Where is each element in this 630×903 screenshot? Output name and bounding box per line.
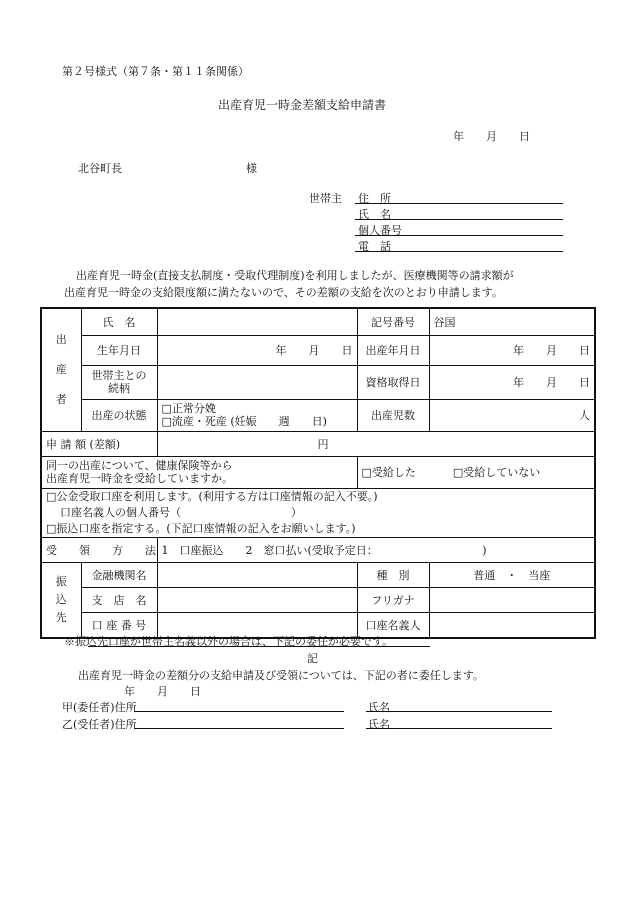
relation-field[interactable] [157,365,357,399]
personal-number-underline [355,235,563,236]
public-account-option[interactable]: □公金受取口座を利用します。(利用する方は口座情報の記入不要。) [46,489,378,503]
status-option-normal[interactable]: □正常分娩 [161,402,216,415]
phone-underline [355,251,563,252]
ki-mark: 記 [307,652,318,665]
personal-number-label: 個人番号 [358,224,402,237]
birthdate-label: 生年月日 [81,335,157,365]
delegator-name-label: 氏名 [368,701,390,714]
delegator-name-underline [366,711,552,712]
birth-status-label: 出産の状態 [81,399,157,431]
furigana-field[interactable] [429,587,595,612]
birth-date-label: 出産年月日 [357,335,429,365]
type-label: 種 別 [357,562,429,587]
birth-person-label: 出 産 者 [41,308,81,431]
branch-label: 支 店 名 [81,587,157,612]
receipt-method-field[interactable]: 1 口座振込 2 窓口払い(受取予定日： ) [157,537,595,562]
account-holder-number[interactable]: 口座名義人の個人番号（ ） [60,505,302,519]
birth-status-options[interactable] [157,399,357,431]
birth-date-field[interactable]: 年 月 日 [429,335,595,365]
amount-field[interactable] [157,431,595,456]
birthdate-field[interactable]: 年 月 日 [157,335,357,365]
account-holder-field[interactable] [429,612,595,638]
note-underline [88,646,430,647]
name-underline [355,219,563,220]
application-table [40,307,596,639]
transfer-account-option[interactable]: □振込口座を指定する。(下記口座情報の記入をお願いします。) [46,521,356,535]
amount-unit: 円 [317,437,329,451]
delegation-date: 年 月 日 [124,685,201,698]
qualification-date-label: 資格取得日 [357,365,429,399]
account-choice [41,488,595,537]
child-count-field[interactable]: 人 [429,399,595,431]
furigana-label: フリガナ [357,587,429,612]
form-number: 第２号様式（第７条・第１１条関係） [62,65,249,78]
date-line: 年 月 日 [453,130,530,143]
page-title: 出産育児一時金差額支給申請書 [218,98,387,112]
delegator-address-label: 甲(委任者)住所 [62,701,137,714]
applicant-group-label: 世帯主 [309,192,342,205]
account-number-label: 口 座 番 号 [81,612,157,638]
bank-field[interactable] [157,562,357,587]
bank-label: 金融機関名 [81,562,157,587]
child-count-label: 出産児数 [357,399,429,431]
received-option[interactable]: □受給した [361,466,416,479]
status-option-miscarriage[interactable]: □流産・死産 (妊娠 週 日) [161,415,327,428]
insurance-answer[interactable] [357,456,595,488]
intro-line-2: 出産育児一時金の支給限度額に満たないので、その差額の支給を次のとおり申請します。 [64,286,503,299]
symbol-number-label: 記号番号 [357,308,429,335]
addressee: 北谷町長 [78,162,122,175]
delegatee-address-underline [134,728,344,729]
not-received-option[interactable]: □受給していない [452,466,541,479]
symbol-number-field[interactable]: 谷国 [429,308,595,335]
insurance-question: 同一の出産について、健康保険等から 出産育児一時金を受給していますか。 [41,456,357,488]
address-underline [355,203,563,204]
delegator-address-underline [134,711,344,712]
name-label: 氏 名 [358,208,391,221]
delegatee-name-label: 氏名 [368,718,390,731]
delegatee-address-label: 乙(受任者)住所 [62,718,137,731]
address-label: 住 所 [358,192,391,205]
amount-label: 申 請 額 (差額) [41,431,157,456]
name-field[interactable] [157,308,357,335]
phone-label: 電 話 [358,240,391,253]
delegation-note: ※振込先口座が世帯主名義以外の場合は、下記の委任が必要です。 [64,635,394,648]
relation-label: 世帯主との 続柄 [81,365,157,399]
honorific: 様 [246,162,257,175]
branch-field[interactable] [157,587,357,612]
name-label-cell: 氏 名 [81,308,157,335]
account-holder-label: 口座名義人 [357,612,429,638]
receipt-method-label: 受 領 方 法 [41,537,157,562]
type-field[interactable]: 普通 ・ 当座 [429,562,595,587]
qualification-date-field[interactable]: 年 月 日 [429,365,595,399]
intro-line-1: 出産育児一時金(直接支払制度・受取代理制度)を利用しましたが、医療機関等の請求額が [76,269,514,282]
delegation-statement: 出産育児一時金の差額分の支給申請及び受領については、下記の者に委任します。 [78,669,484,682]
transfer-label: 振 込 先 [41,562,81,638]
delegatee-name-underline [366,728,552,729]
